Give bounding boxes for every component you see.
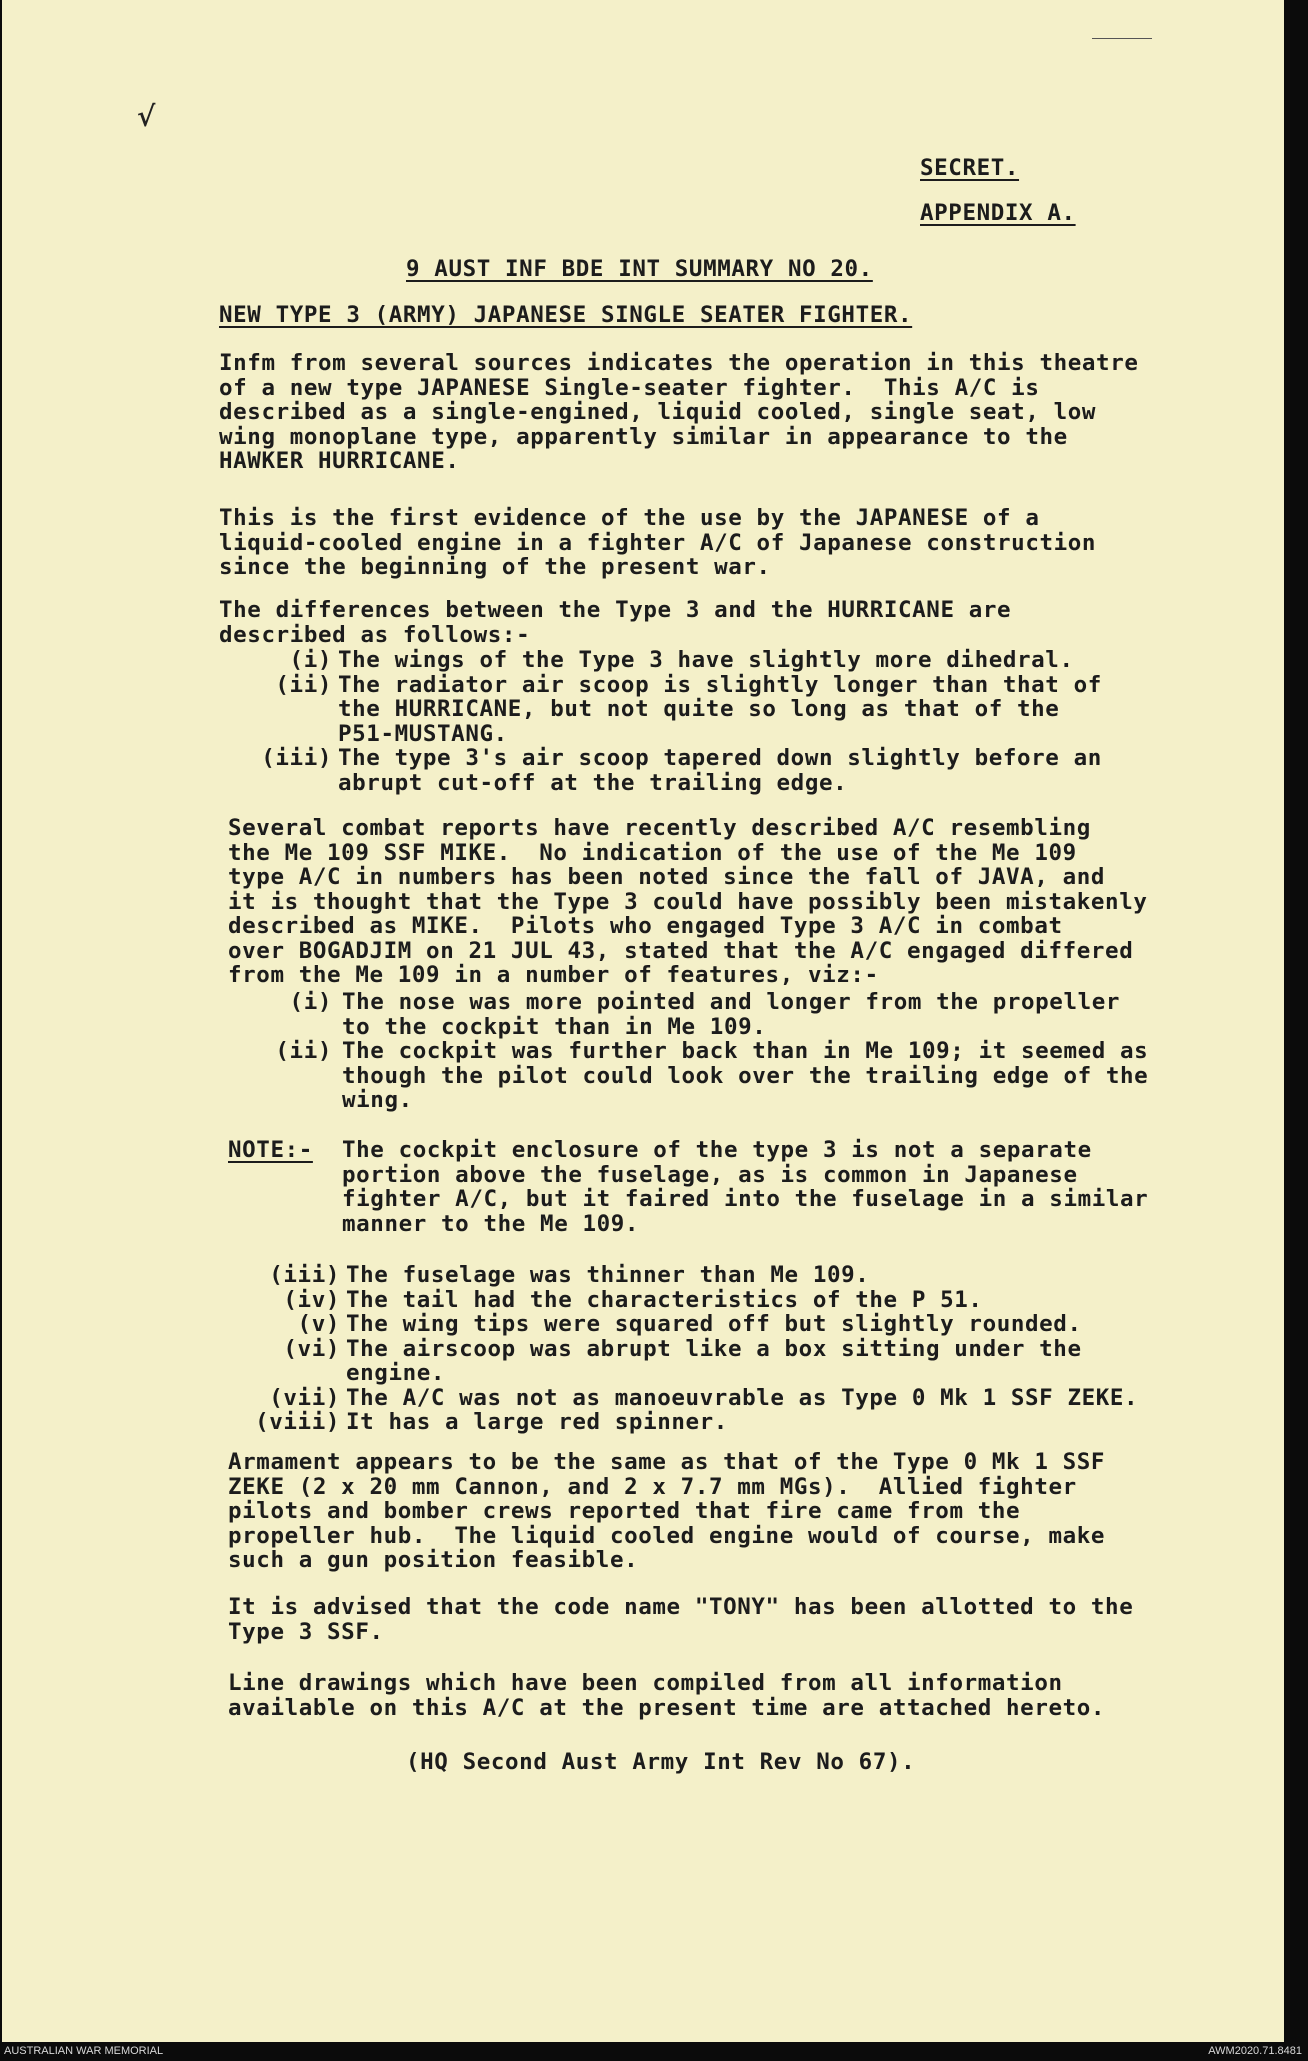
appendix-label: APPENDIX A. (920, 200, 1076, 226)
list-number: (iv) (283, 1286, 340, 1313)
note-line: manner to the Me 109. (342, 1210, 640, 1237)
p4-line: from the Me 109 in a number of features, viz:- (228, 962, 879, 988)
list-number: (ii) (275, 1038, 332, 1064)
pencil-mark (1092, 38, 1152, 39)
p6-line: such a gun position feasible. (228, 1547, 639, 1573)
list-item-line: The type 3's air scoop tapered down slightly before an (338, 745, 1102, 771)
p4-line: described as MIKE. Pilots who engaged Type 3 A/C in combat (228, 913, 1063, 939)
document-subtitle: NEW TYPE 3 (ARMY) JAPANESE SINGLE SEATER FIGHTER. (219, 302, 913, 328)
list-item-line: to the cockpit than in Me 109. (342, 1013, 767, 1040)
note-line: The cockpit enclosure of the type 3 is not a separate (342, 1137, 1092, 1163)
list-item-line: It has a large red spinner. (346, 1409, 728, 1435)
list-number: (viii) (255, 1409, 340, 1435)
document-page (2, 0, 1284, 2042)
list-item-line: The radiator air scoop is slightly longer than that of (338, 671, 1102, 698)
list-item-line: abrupt cut-off at the trailing edge. (338, 769, 848, 796)
p3-line: The differences between the Type 3 and the HURRICANE are (219, 597, 1012, 623)
list-item-line: The tail had the characteristics of the P 51. (346, 1286, 983, 1313)
p1-line: of a new type JAPANESE Single-seater fighter. This A/C is (219, 374, 1040, 401)
handwritten-mark: √ (137, 100, 156, 133)
p4-line: the Me 109 SSF MIKE. No indication of the use of the Me 109 (228, 839, 1077, 866)
list-item-line: engine. (346, 1360, 446, 1386)
p6-line: pilots and bomber crews reported that fire came from the (228, 1498, 1021, 1524)
p1-line: Infm from several sources indicates the operation in this theatre (219, 350, 1139, 376)
p1-line: wing monoplane type, apparently similar in appearance to the (219, 423, 1068, 450)
list-number: (i) (289, 647, 332, 673)
document-title: 9 AUST INF BDE INT SUMMARY NO 20. (406, 256, 873, 282)
archive-name: AUSTRALIAN WAR MEMORIAL (4, 2045, 164, 2057)
list-number: (i) (289, 989, 332, 1015)
secret-marking: SECRET. (920, 155, 1020, 181)
p7-line: It is advised that the code name "TONY" has been allotted to the (228, 1594, 1134, 1620)
list-item-line: though the pilot could look over the trailing edge of the (342, 1062, 1149, 1089)
list-item-line: The airscoop was abrupt like a box sitting under the (346, 1335, 1082, 1362)
list-item-line: wing. (342, 1087, 413, 1113)
list-item-line: The wing tips were squared off but slightly rounded. (346, 1311, 1082, 1337)
p4-line: type A/C in numbers has been noted since the fall of JAVA, and (228, 864, 1106, 890)
p2-line: since the beginning of the present war. (219, 554, 771, 580)
archive-footer (0, 2042, 1308, 2061)
p7-line: Type 3 SSF. (228, 1618, 384, 1645)
p6-line: ZEKE (2 x 20 mm Cannon, and 2 x 7.7 mm MGs). Allied fighter (228, 1473, 1077, 1500)
list-item-line: The fuselage was thinner than Me 109. (346, 1262, 870, 1288)
source-citation: (HQ Second Aust Army Int Rev No 67). (406, 1749, 916, 1775)
p3-line: described as follows:- (219, 621, 531, 648)
archive-reference: AWM2020.71.8481 (1208, 2045, 1302, 2057)
list-item-line: The cockpit was further back than in Me 109; it seemed as (342, 1038, 1149, 1064)
p6-line: Armament appears to be the same as that of the Type 0 Mk 1 SSF (228, 1449, 1106, 1475)
note-line: portion above the fuselage, as is common in Japanese (342, 1161, 1078, 1188)
p4-line: over BOGADJIM on 21 JUL 43, stated that the A/C engaged differed (228, 937, 1134, 964)
p8-line: Line drawings which have been compiled from all information (228, 1670, 1063, 1696)
p6-line: propeller hub. The liquid cooled engine would of course, make (228, 1522, 1106, 1549)
list-number: (iii) (261, 745, 332, 771)
list-item-line: The nose was more pointed and longer from the propeller (342, 989, 1121, 1015)
list-number: (v) (297, 1311, 340, 1337)
p1-line: described as a single-engined, liquid cooled, single seat, low (219, 399, 1097, 425)
list-number: (iii) (269, 1262, 340, 1288)
p2-line: This is the first evidence of the use by the JAPANESE of a (219, 505, 1040, 531)
p2-line: liquid-cooled engine in a fighter A/C of Japanese construction (219, 529, 1097, 556)
list-item-line: The A/C was not as manoeuvrable as Type 0 Mk 1 SSF ZEKE. (346, 1384, 1139, 1411)
list-item-line: The wings of the Type 3 have slightly more dihedral. (338, 647, 1074, 673)
list-item-line: P51-MUSTANG. (338, 720, 508, 747)
p4-line: it is thought that the Type 3 could have possibly been mistakenly (228, 888, 1148, 915)
list-number: (vii) (269, 1384, 340, 1411)
list-item-line: the HURRICANE, but not quite so long as that of the (338, 696, 1060, 722)
list-number: (vi) (283, 1335, 340, 1362)
p8-line: available on this A/C at the present time are attached hereto. (228, 1694, 1106, 1721)
p4-line: Several combat reports have recently described A/C resembling (228, 815, 1091, 841)
note-label: NOTE:- (228, 1137, 313, 1163)
p1-line: HAWKER HURRICANE. (219, 448, 460, 474)
list-number: (ii) (275, 671, 332, 698)
note-line: fighter A/C, but it faired into the fuselage in a similar (342, 1186, 1149, 1212)
